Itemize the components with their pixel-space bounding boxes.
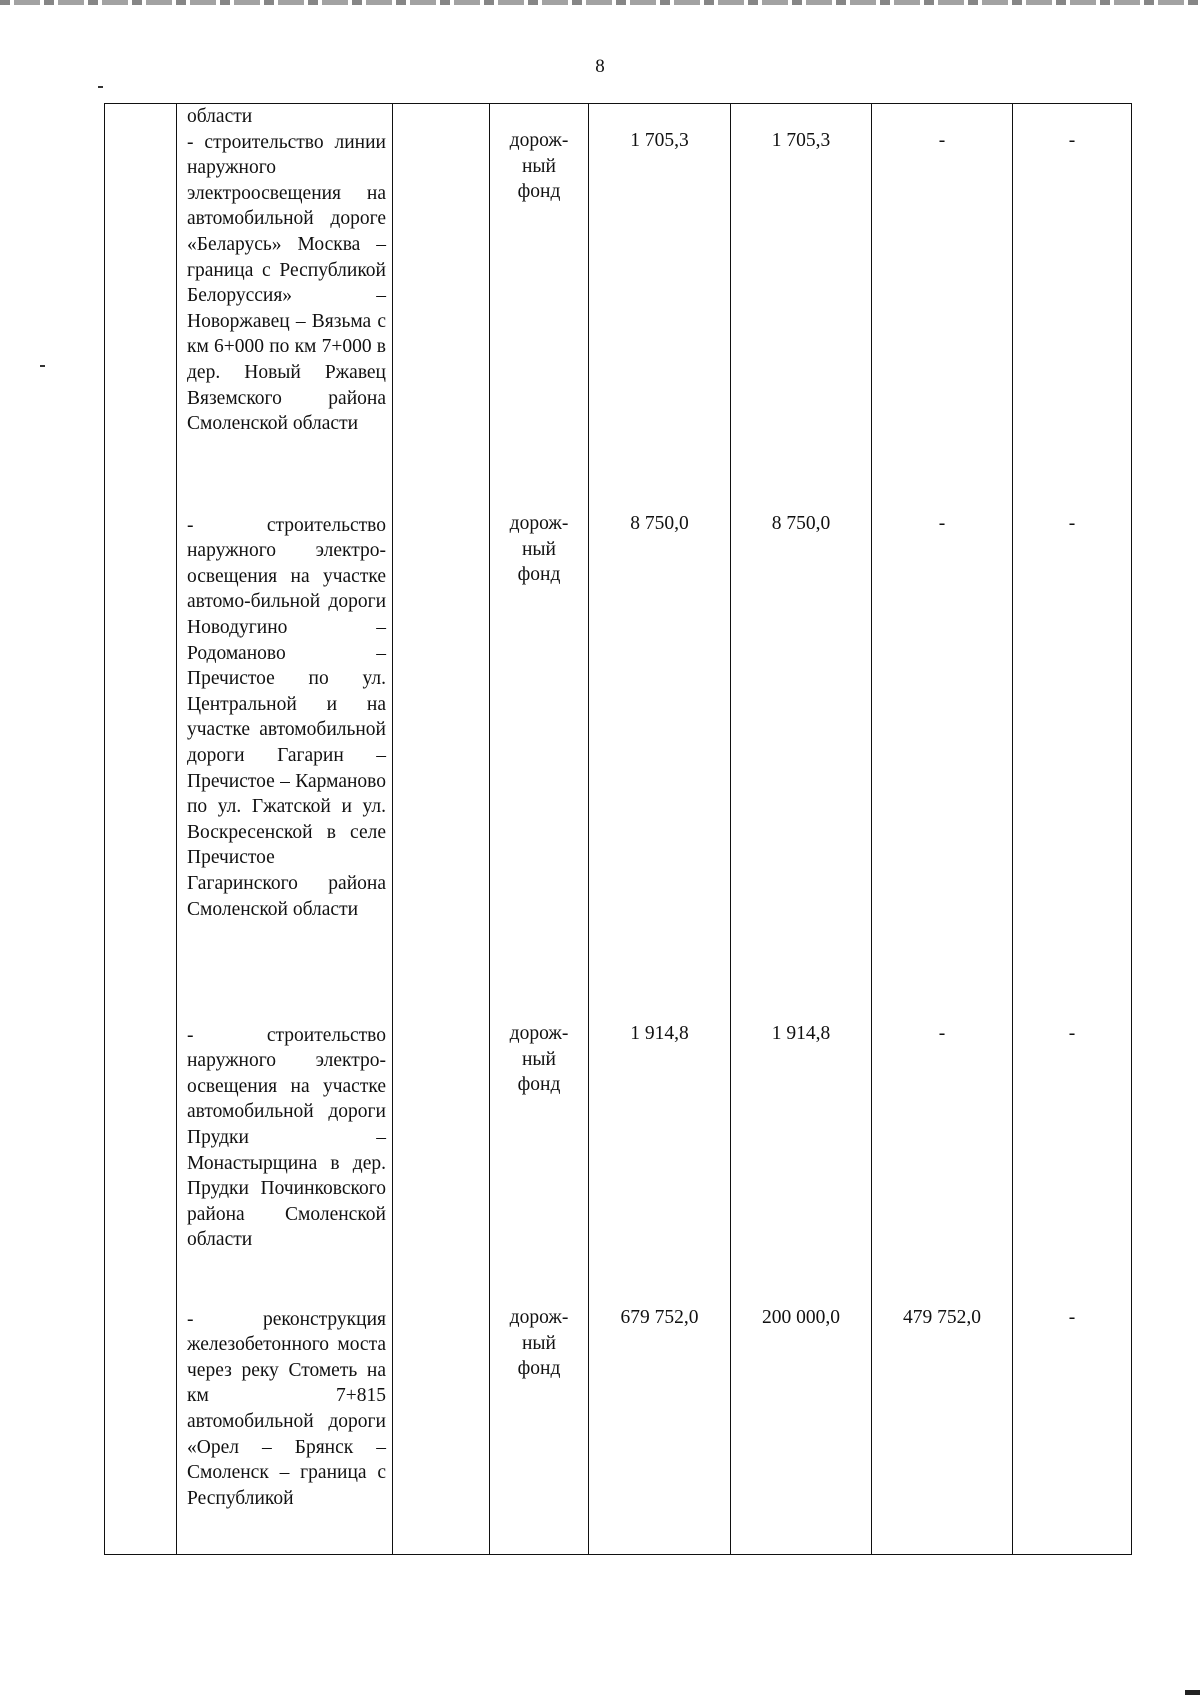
scan-speck <box>40 365 45 367</box>
funding-source-cell <box>490 104 589 1555</box>
year-3-amount: - <box>1068 513 1076 534</box>
budget-table <box>104 103 1132 1555</box>
total-amount: 679 752,0 <box>620 1307 699 1328</box>
total-amount: 1 705,3 <box>630 130 689 151</box>
page-number: 8 <box>595 56 605 77</box>
intro-text: области <box>187 106 253 127</box>
year-2-amount: - <box>938 513 946 534</box>
year-1-amount: 1 705,3 <box>771 130 831 151</box>
table-row <box>105 104 1132 1555</box>
funding-source: дорож- ный фонд <box>509 513 569 586</box>
scan-speck <box>98 86 103 88</box>
year-2-amount: - <box>938 1023 946 1044</box>
description-text: - строительство линии наружного электроосвещения на автомобильной дороге «Беларусь» Москва – граница с Республикой Белоруссия» – Новоржавец – Вязьма с км 6+000 по км 7+000 в дер. Новый Ржавец Вяземского района Смоленской области <box>187 131 386 435</box>
empty-cell <box>393 104 490 1555</box>
total-amount: 1 914,8 <box>630 1023 689 1044</box>
year-1-amount: 200 000,0 <box>762 1307 840 1328</box>
total-amount-cell <box>589 104 731 1555</box>
year-3-amount: - <box>1068 1023 1076 1044</box>
funding-source: дорож- ный фонд <box>509 130 569 203</box>
year-1-amount: 8 750,0 <box>771 513 831 534</box>
year-1-amount: 1 914,8 <box>771 1023 831 1044</box>
funding-source: дорож- ный фонд <box>509 1307 569 1380</box>
scan-corner-mark <box>1185 1690 1200 1695</box>
year-2-amount-cell <box>872 104 1013 1555</box>
year-3-amount-cell <box>1013 104 1132 1555</box>
scan-edge-artifact <box>0 0 1200 5</box>
total-amount: 8 750,0 <box>630 513 689 534</box>
description-text: - строительство наружного электро-освещения на участке автомо-бильной дороги Новодугино – Родоманово – Пречистое по ул. Центральной и на участке автомобильной дороги Гагарин – Пречистое – Карманово по ул. Гжатской и ул. Воскресенской в селе Пречистое Гагаринского района Смоленской области <box>187 514 386 920</box>
year-3-amount: - <box>1068 1307 1076 1328</box>
year-3-amount: - <box>1068 130 1076 151</box>
year-2-amount: - <box>938 130 946 151</box>
year-2-amount: 479 752,0 <box>903 1307 981 1328</box>
row-number-cell <box>105 104 177 1555</box>
description-cell <box>177 104 393 1555</box>
year-1-amount-cell <box>731 104 872 1555</box>
description-text: - строительство наружного электро-освещения на участке автомобильной дороги Прудки – Монастырщина в дер. Прудки Починковского района Смоленской области <box>187 1024 386 1251</box>
description-text: - реконструкция железобетонного моста через реку Стометь на км 7+815 автомобильной дороги «Орел – Брянск – Смоленск – граница с Республикой <box>187 1308 386 1509</box>
funding-source: дорож- ный фонд <box>509 1023 569 1096</box>
